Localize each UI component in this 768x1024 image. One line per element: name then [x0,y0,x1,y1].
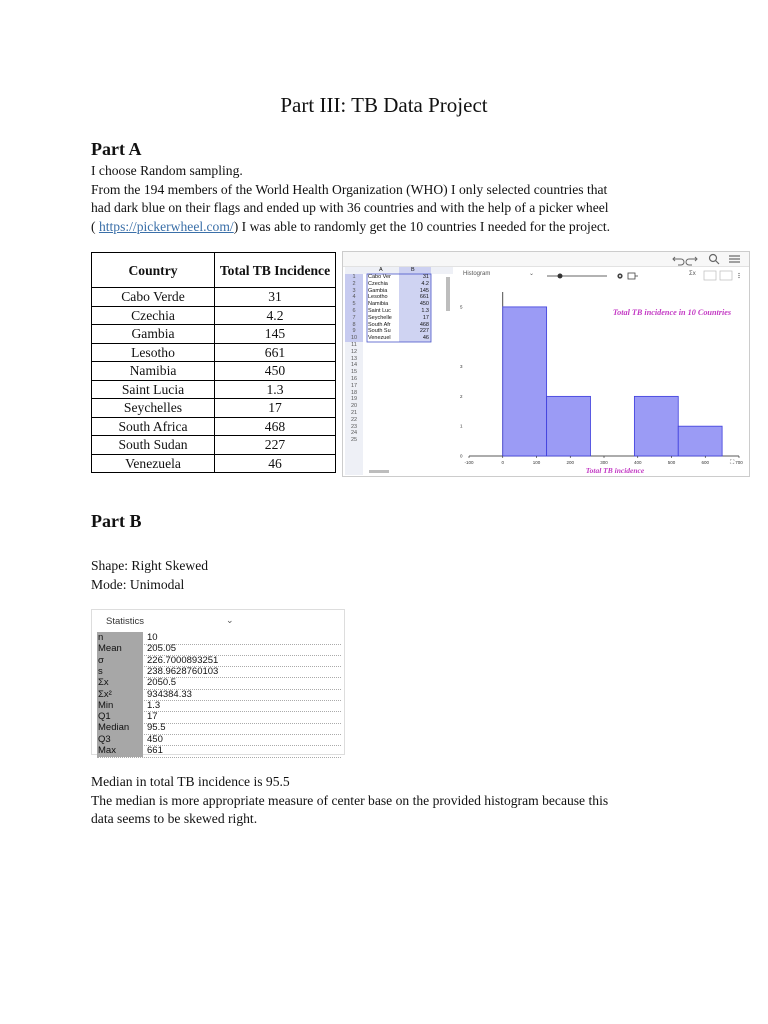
histogram-panel [457,267,749,476]
row-number: 6 [352,308,356,314]
row-number: 13 [350,355,358,362]
chevron-down-icon[interactable]: ⌄ [226,615,234,625]
spreadsheet-cell-a[interactable]: Lesotho [368,294,388,301]
statistic-value: 661 [147,745,163,756]
row-number: 21 [350,410,358,416]
statistic-label: s [97,666,143,678]
statistic-value: 934384.33 [147,688,192,700]
spreadsheet-cell-b[interactable]: 31 [422,274,429,280]
spreadsheet-cell-b[interactable]: 661 [419,294,429,301]
y-tick-label: 5 [460,304,463,310]
table-row [92,306,336,325]
statistic-value: 226.7000893251 [147,654,219,666]
statistic-label: Median [97,722,143,734]
statistic-label: Mean [97,643,143,655]
statistic-label: σ [97,655,143,667]
table-row [92,380,336,399]
table-header-incidence: Total TB Incidence [215,253,336,288]
country-cell: Czechia [92,306,215,325]
statistic-label: Σx² [97,689,143,701]
row-number: 22 [350,416,358,423]
table-row [92,417,336,436]
geogebra-top-icons [343,252,749,266]
mode-text: Mode: Unimodal [91,576,185,592]
spreadsheet-cell-a[interactable]: Seychelle [368,314,392,321]
row-number: 5 [352,301,356,308]
row-number: 3 [352,287,356,294]
row-number: 20 [350,403,358,410]
y-tick-label: 1 [460,423,463,429]
part-a-paragraph [91,162,691,236]
statistic-value: 95.5 [147,722,166,734]
x-tick-label: 200 [566,460,575,465]
row-number: 4 [352,294,356,301]
spreadsheet-cell-a[interactable]: Namibia [368,301,389,308]
column-b-header[interactable]: B [411,267,415,273]
statistic-label: Max [97,745,143,757]
statistics-panel [91,609,345,755]
country-cell: Lesotho [92,343,215,362]
page-title: Part III: TB Data Project [280,93,488,117]
histogram-bar [678,426,722,456]
hamburger-menu-icon [729,256,740,262]
more-options-icon [738,273,739,278]
row-number: 23 [350,423,358,430]
spreadsheet-cell-b[interactable]: 145 [419,287,429,294]
x-tick-label: -100 [464,460,474,465]
fullscreen-icon: ⛶ [730,460,735,466]
geogebra-screenshot [342,251,750,477]
country-cell: South Africa [92,417,215,436]
incidence-cell: 450 [215,362,336,381]
table-header-country: Country [92,253,215,288]
table-row [92,325,336,344]
statistics-row [97,745,341,758]
sigma-button[interactable]: Σx [689,271,696,277]
y-tick-label: 2 [460,393,463,399]
spreadsheet-cell-a[interactable]: Gambia [368,287,388,294]
spreadsheet-view [345,267,453,475]
y-tick-label: 3 [460,364,463,370]
spreadsheet-cell-a[interactable]: South Afr [368,321,391,328]
histogram-toolbar-graphics [457,267,749,285]
undo-icon [673,257,684,265]
table-row [92,362,336,381]
redo-icon [686,257,697,265]
conclusion-paragraph [91,773,691,829]
incidence-cell: 661 [215,343,336,362]
statistic-value: 238.9628760103 [147,665,219,677]
link-paren: ( [91,218,99,234]
part-a-line-1: I choose Random sampling. [91,163,243,178]
spreadsheet-cell-b[interactable]: 46 [422,335,429,342]
row-number: 17 [350,382,358,389]
row-number: 24 [350,430,358,437]
country-cell: Saint Lucia [92,380,215,399]
row-number: 15 [350,369,358,376]
histogram-bar [634,396,678,456]
spreadsheet-cell-a[interactable]: South Su [368,328,391,335]
grid-button-frame-2 [720,271,732,280]
country-cell: Seychelles [92,399,215,418]
incidence-cell: 1.3 [215,380,336,399]
grid-button-frame-1 [704,271,716,280]
country-cell: Namibia [92,362,215,381]
view-selector[interactable]: Histogram [463,271,491,277]
statistic-label: Q3 [97,734,143,746]
spreadsheet-column-header [345,267,453,274]
table-row [92,343,336,362]
statistic-value: 2050.5 [147,677,177,689]
x-tick-label: 100 [532,460,541,465]
row-number: 18 [350,389,358,396]
chart-title: Total TB incidence in 10 Countries [612,308,732,317]
slider-handle [558,274,563,279]
geogebra-top-bar [343,252,749,267]
histogram-bar [547,396,591,456]
incidence-cell: 227 [215,436,336,455]
statistic-value: 1.3 [147,699,161,711]
gear-icon [617,273,622,278]
shape-text: Shape: Right Skewed [91,558,209,573]
incidence-cell: 468 [215,417,336,436]
table-row [92,288,336,307]
histogram-chart [457,284,749,476]
conclusion-line-2: The median is more appropriate measure of center base on the provided histogram because this [91,792,609,808]
row-number: 19 [350,396,358,403]
part-a-line-3: had dark blue on their flags and ended up with 36 countries and with the help of a picker wheel [91,200,609,215]
spreadsheet-cell-a[interactable]: Venezuel [368,335,391,342]
spreadsheet-cell-a[interactable]: Cabo Ver [368,274,391,280]
x-axis-label: Total TB incidence [585,466,645,475]
incidence-cell: 31 [215,288,336,307]
part-a-line-4 [91,218,691,237]
part-b-paragraph [91,557,691,594]
x-tick-label: 0 [501,460,505,465]
table-row [92,436,336,455]
statistic-label: Σx [97,677,143,689]
spreadsheet-cell-b[interactable]: 4.2 [421,280,429,287]
statistic-value: 17 [147,711,158,723]
country-table [91,252,336,473]
row-number: 25 [350,437,358,444]
statistics-header[interactable]: Statistics [106,616,145,627]
pickerwheel-link[interactable]: https://pickerwheel.com/ [98,218,234,234]
spreadsheet-cell-a[interactable]: Czechia [368,280,388,287]
country-cell: Cabo Verde [92,288,215,307]
histogram-toolbar [457,267,749,285]
statistic-value: 10 [147,632,158,643]
x-tick-label: 600 [701,460,710,465]
table-row [92,399,336,418]
part-b-heading: Part B [91,511,142,531]
x-tick-label: 700 [735,460,743,465]
median-statement: Median in total TB incidence is 95.5 [91,774,290,789]
incidence-cell: 17 [215,399,336,418]
x-tick-label: 300 [600,460,608,465]
statistic-label: Q1 [97,711,143,723]
row-number: 10 [350,335,358,342]
histogram-bar [503,307,547,456]
chevron-down-icon[interactable]: ⌄ [529,271,535,277]
statistic-label: n [97,632,143,644]
row-number: 12 [350,348,358,355]
export-icon [628,273,638,279]
incidence-cell: 4.2 [215,306,336,325]
conclusion-line-3: data seems to be skewed right. [91,811,258,826]
row-number: 11 [351,342,357,348]
row-number: 2 [352,280,356,287]
spreadsheet-cell-a[interactable]: Saint Luc [368,308,391,314]
statistic-value: 205.05 [147,643,177,655]
y-tick-label: 0 [460,453,463,459]
incidence-cell: 145 [215,325,336,344]
country-cell: Venezuela [92,454,215,473]
row-number: 14 [350,362,358,369]
row-number: 8 [352,321,356,328]
spreadsheet-cell-b[interactable]: 17 [422,314,429,321]
row-number: 16 [350,376,358,382]
country-cell: South Sudan [92,436,215,455]
part-a-line-2: From the 194 members of the World Health Organization (WHO) I only selected countries that [91,181,608,197]
spreadsheet-cell-b[interactable]: 468 [419,321,429,328]
row-number: 7 [352,314,356,321]
table-row [92,454,336,473]
country-cell: Gambia [92,325,215,344]
part-a-line-4-rest: ) I was able to randomly get the 10 countries I needed for the project. [233,218,611,234]
spreadsheet-cell-b[interactable]: 450 [419,301,429,308]
column-a-header[interactable]: A [379,267,383,273]
statistic-label: Min [97,700,143,712]
spreadsheet-cell-b[interactable]: 1.3 [421,308,429,314]
part-a-heading: Part A [91,139,142,159]
x-tick-label: 400 [633,460,642,465]
spreadsheet-cell-b[interactable]: 227 [419,328,429,335]
x-tick-label: 500 [667,460,676,465]
row-number: 9 [352,328,356,335]
search-icon [710,255,720,265]
incidence-cell: 46 [215,454,336,473]
statistic-value: 450 [147,733,163,745]
row-number: 1 [352,274,356,280]
